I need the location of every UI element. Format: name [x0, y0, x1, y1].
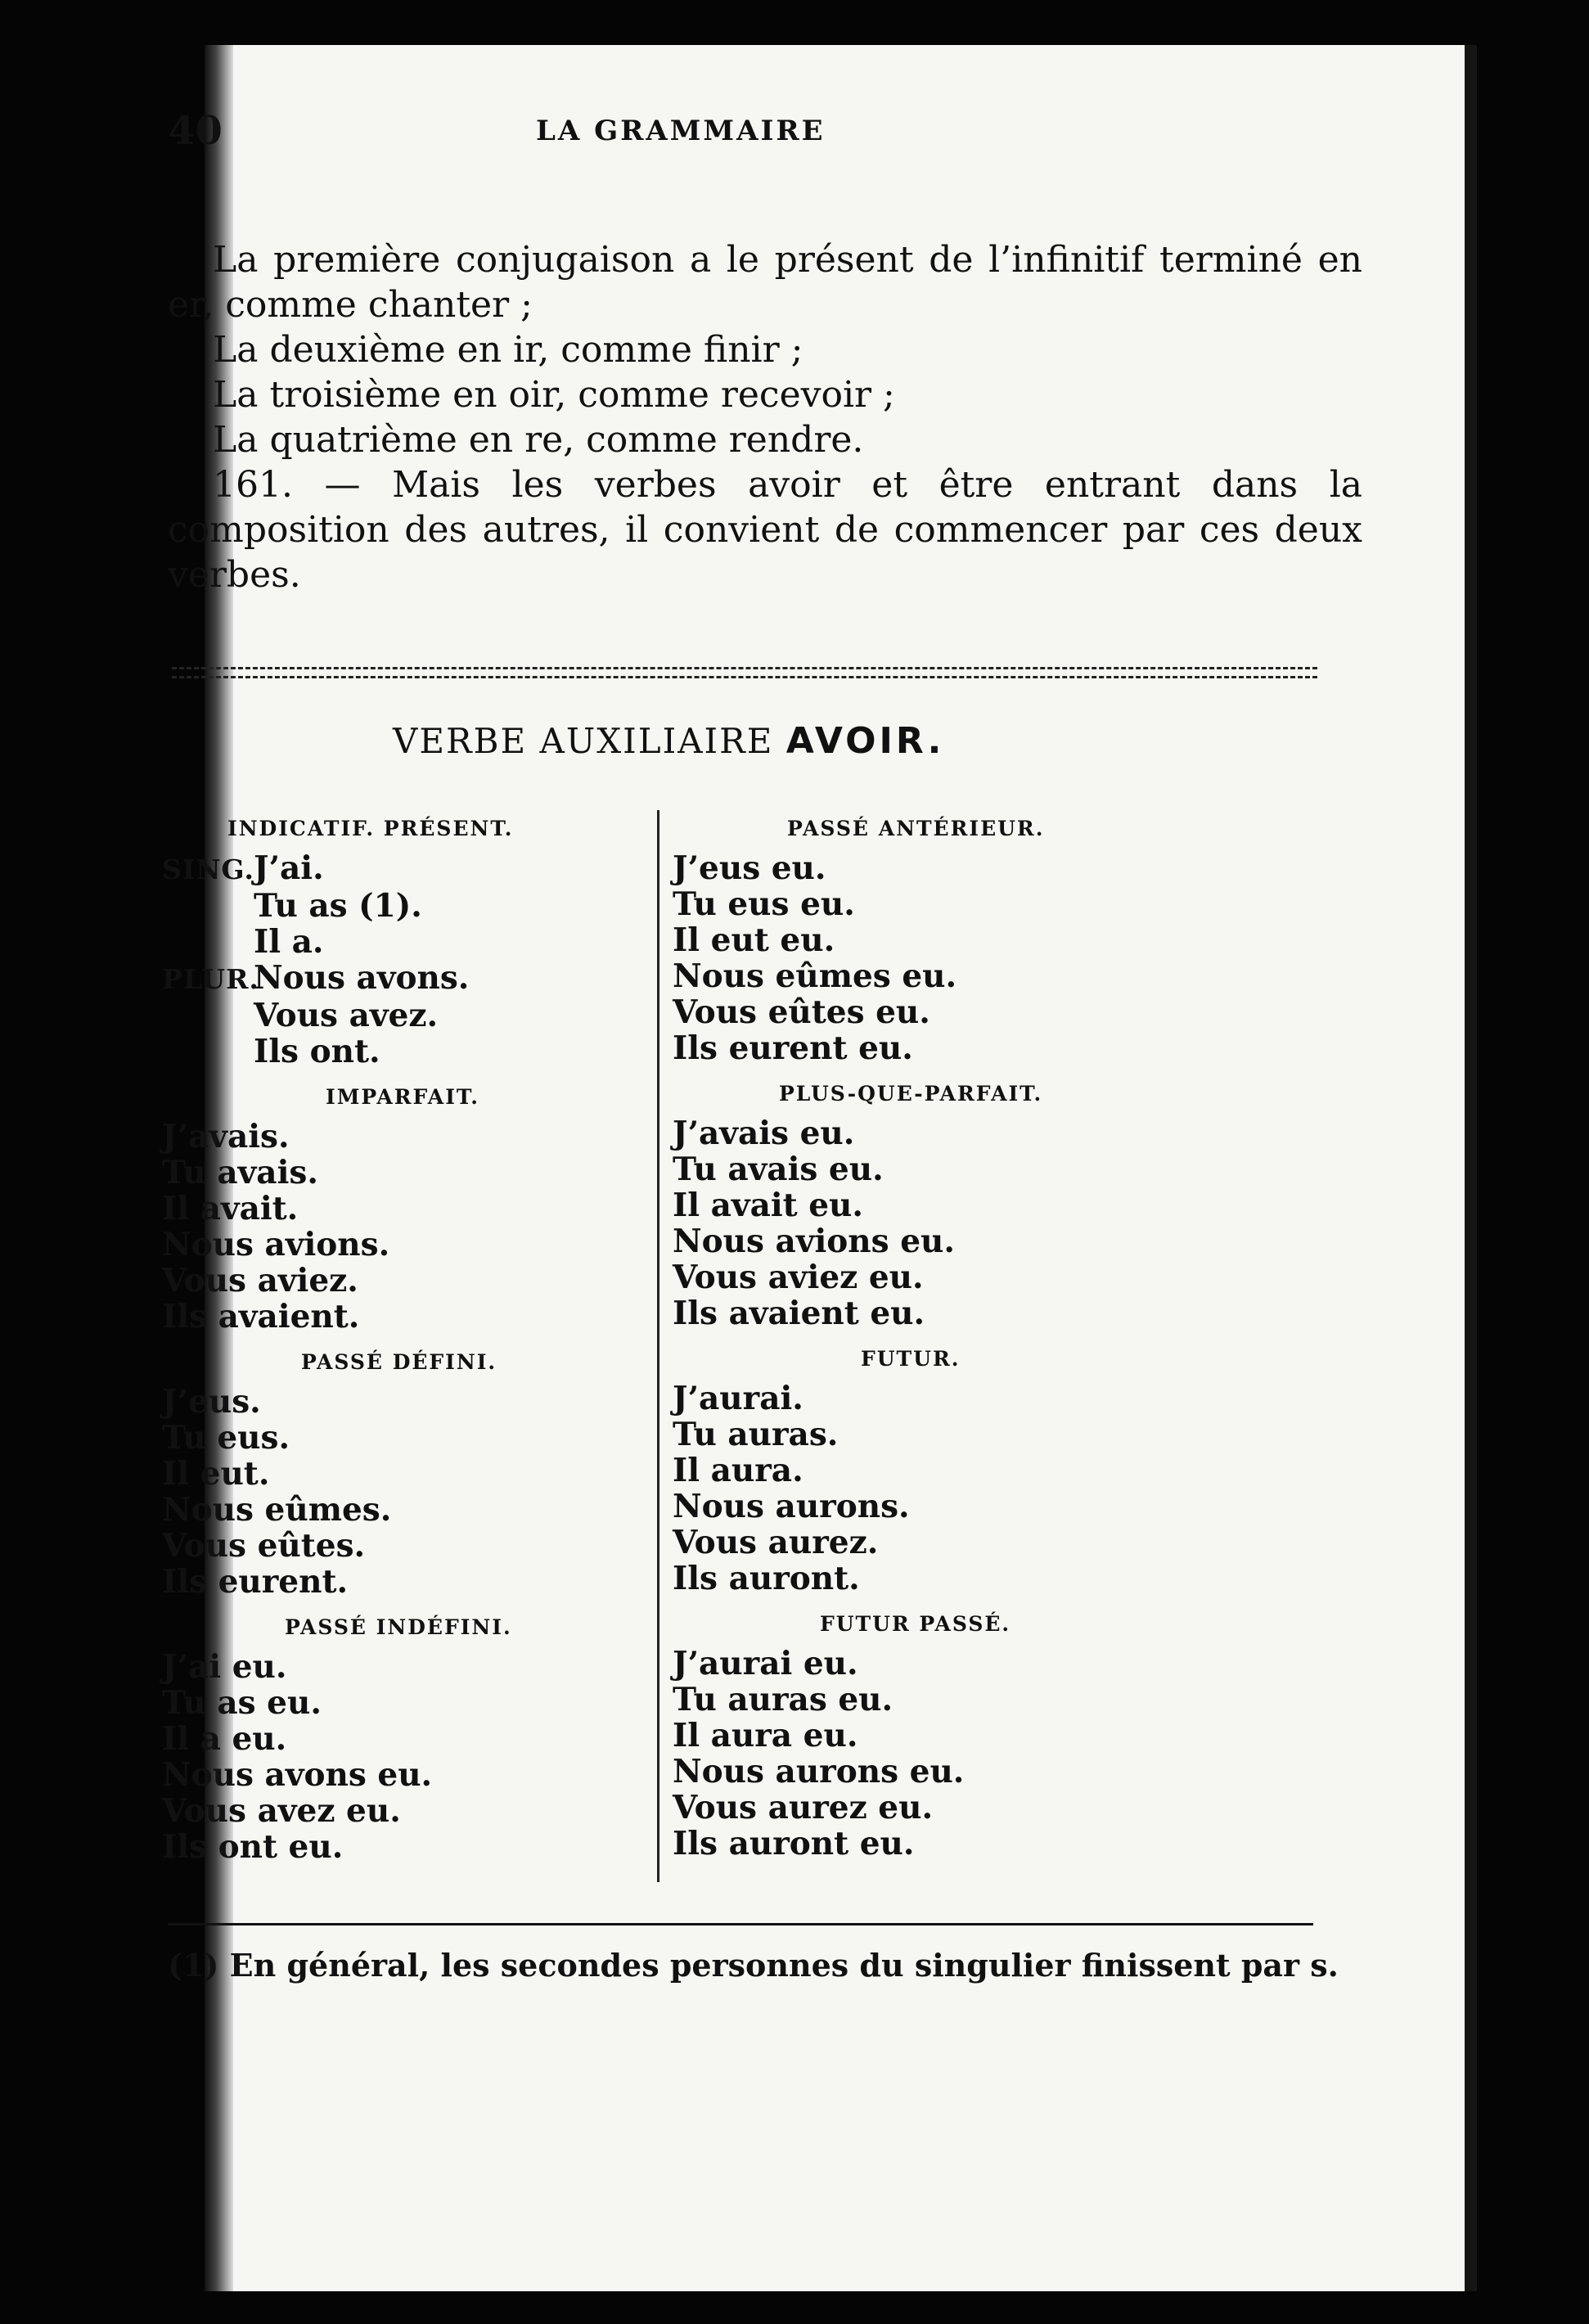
futur-passe-line-5: Vous aurez eu.	[673, 1789, 934, 1826]
conjugation-right-column	[673, 806, 1188, 1862]
futur-line-2: Tu auras.	[673, 1416, 839, 1453]
futur-line-6: Ils auront.	[673, 1560, 860, 1597]
imparfait-line-2: Tu avais.	[162, 1154, 318, 1191]
tense-heading-futur: FUTUR.	[861, 1347, 961, 1371]
conjugation-line	[162, 960, 637, 998]
futur-passe-line-1: J’aurai eu.	[673, 1645, 858, 1682]
passe-defini-line-5: Vous eûtes.	[162, 1527, 366, 1565]
futur-passe-line-4: Nous aurons eu.	[673, 1753, 965, 1790]
imparfait-line-1: J’avais.	[162, 1118, 290, 1155]
plus-que-parfait-line-3: Il avait eu.	[673, 1187, 863, 1224]
singular-label: SING.	[162, 853, 254, 885]
footnote: (1) En général, les secondes personnes du singulier finissent par s.	[168, 1947, 1339, 1984]
futur-line-1: J’aurai.	[673, 1380, 804, 1417]
imparfait-line-3: Il avait.	[162, 1190, 299, 1227]
passe-anterieur-line-1: J’eus eu.	[673, 849, 826, 887]
passe-defini-line-4: Nous eûmes.	[162, 1491, 392, 1529]
paragraph-161: 161. — Mais les verbes avoir et être entrant dans la composition des autres, il convient de commencer par ces deux verbes.	[168, 464, 1362, 596]
tense-heading-futur-passe: FUTUR PASSÉ.	[820, 1612, 1011, 1636]
futur-line-4: Nous aurons.	[673, 1488, 910, 1525]
plus-que-parfait-line-5: Vous aviez eu.	[673, 1259, 924, 1296]
passe-anterieur-line-4: Nous eûmes eu.	[673, 957, 957, 995]
conjugation-left-column	[162, 806, 637, 1865]
plus-que-parfait-line-2: Tu avais eu.	[673, 1151, 884, 1188]
futur-passe-line-2: Tu auras eu.	[673, 1681, 894, 1718]
present-line-1: J’ai.	[254, 849, 324, 887]
passe-anterieur-line-3: Il eut eu.	[673, 921, 835, 959]
passe-anterieur-line-2: Tu eus eu.	[673, 885, 855, 923]
present-line-3: Il a.	[254, 923, 324, 961]
tense-heading-imparfait: IMPARFAIT.	[326, 1085, 479, 1109]
conjugation-line	[162, 850, 637, 888]
passe-defini-line-2: Tu eus.	[162, 1419, 290, 1457]
paragraph-second-conjugation: La deuxième en ir, comme finir ;	[213, 329, 804, 371]
plural-label: PLUR.	[162, 963, 259, 995]
paragraph-fourth-conjugation: La quatrième en re, comme rendre.	[213, 419, 864, 461]
plus-que-parfait-line-6: Ils avaient eu.	[673, 1295, 925, 1332]
passe-indefini-line-2: Tu as eu.	[162, 1684, 322, 1722]
passe-indefini-line-4: Nous avons eu.	[162, 1756, 433, 1794]
present-line-2: Tu as (1).	[254, 887, 422, 925]
present-line-6: Ils ont.	[254, 1033, 380, 1070]
imparfait-line-4: Nous avions.	[162, 1226, 390, 1263]
tense-heading-plus-que-parfait: PLUS-QUE-PARFAIT.	[779, 1082, 1043, 1106]
futur-passe-line-6: Ils auront eu.	[673, 1825, 915, 1862]
passe-defini-line-6: Ils eurent.	[162, 1563, 349, 1601]
futur-passe-line-3: Il aura eu.	[673, 1717, 858, 1754]
column-divider	[657, 810, 659, 1882]
imparfait-line-5: Vous aviez.	[162, 1262, 358, 1299]
plus-que-parfait-line-4: Nous avions eu.	[673, 1223, 955, 1260]
page-header	[168, 108, 1027, 157]
paragraph-third-conjugation: La troisième en oir, comme recevoir ;	[213, 374, 895, 416]
futur-line-3: Il aura.	[673, 1452, 804, 1489]
tense-heading-present: INDICATIF. PRÉSENT.	[227, 817, 514, 840]
present-line-5: Vous avez.	[254, 997, 439, 1034]
page-edge-shadow	[1465, 45, 1477, 2291]
passe-indefini-line-5: Vous avez eu.	[162, 1792, 401, 1830]
section-title	[393, 720, 944, 762]
passe-defini-line-3: Il eut.	[162, 1455, 270, 1493]
tense-heading-passe-anterieur: PASSÉ ANTÉRIEUR.	[787, 817, 1045, 840]
section-title-prefix: VERBE AUXILIAIRE	[393, 721, 774, 761]
section-divider	[172, 667, 1317, 669]
running-title: LA GRAMMAIRE	[536, 115, 826, 147]
passe-indefini-line-6: Ils ont eu.	[162, 1828, 344, 1866]
passe-anterieur-line-6: Ils eurent eu.	[673, 1029, 913, 1067]
passe-indefini-line-1: J’ai eu.	[162, 1648, 287, 1686]
intro-text	[168, 237, 1362, 597]
footnote-rule	[168, 1923, 1313, 1925]
tense-heading-passe-indefini: PASSÉ INDÉFINI.	[285, 1615, 512, 1639]
futur-line-5: Vous aurez.	[673, 1524, 879, 1561]
passe-indefini-line-3: Il a eu.	[162, 1720, 287, 1758]
page-number: 40	[168, 108, 223, 154]
passe-anterieur-line-5: Vous eûtes eu.	[673, 993, 930, 1031]
present-line-4: Nous avons.	[254, 959, 470, 997]
section-title-verb: AVOIR.	[785, 720, 945, 762]
paragraph-first-conjugation: La première conjugaison a le présent de l’infinitif terminé en er, comme chanter ;	[168, 239, 1362, 326]
imparfait-line-6: Ils avaient.	[162, 1298, 360, 1335]
passe-defini-line-1: J’eus.	[162, 1383, 261, 1421]
tense-heading-passe-defini: PASSÉ DÉFINI.	[301, 1350, 497, 1374]
section-divider-second	[172, 676, 1317, 678]
plus-que-parfait-line-1: J’avais eu.	[673, 1115, 855, 1152]
